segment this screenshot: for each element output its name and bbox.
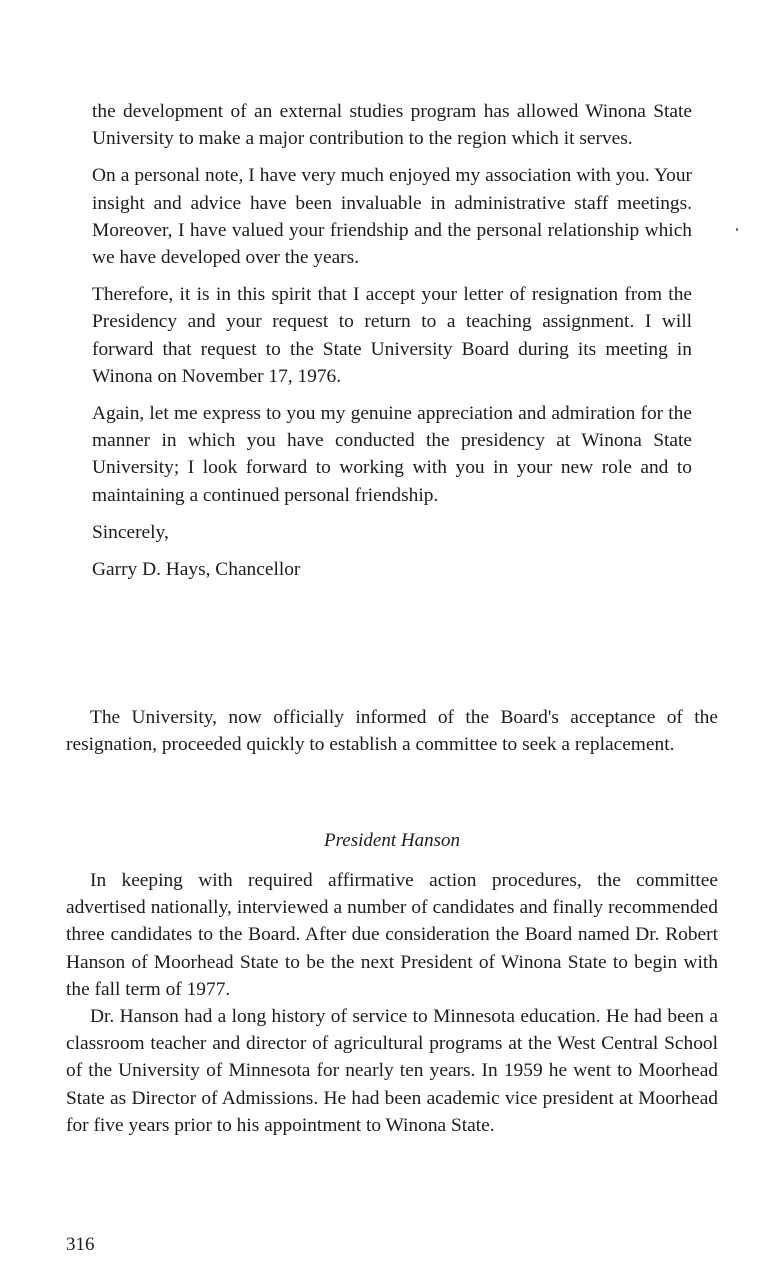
quoted-letter [92,98,692,593]
scan-speck [736,228,738,231]
page-number: 316 [66,1234,95,1255]
letter-paragraph-4: Again, let me express to you my genuine appreciation and admiration for the manner in which you have conducted the presidency at Winona State University; I look forward to working with you in your new role and to maintaining a continued personal friendship. [92,403,692,506]
letter-signature: Garry D. Hays, Chancellor [92,559,301,581]
section-paragraph-2: Dr. Hanson had a long history of service to Minnesota education. He had been a classroom teacher and director of agricultural programs at the West Central School of the University of Minnesota for nearly ten years. In 1959 he went to Moorhead State as Director of Admissions. He had been academic vice president at Moorhead for five years prior to his appointment to Winona State. [66,1006,718,1136]
section-heading: President Hanson [324,830,460,851]
narrative-paragraph: The University, now officially informed of the Board's acceptance of the resignation, proceeded quickly to establish a committee to seek a replacement. [66,707,718,756]
letter-paragraph-3: Therefore, it is in this spirit that I accept your letter of resignation from the Presidency and your request to return to a teaching assignment. I will forward that request to the State University Board during its meeting in Winona on November 17, 1976. [92,284,692,387]
letter-closing: Sincerely, [92,521,169,543]
section-paragraph-1: In keeping with required affirmative action procedures, the committee advertised nationally, interviewed a number of candidates and finally recommended three candidates to the Board. After due consideration the Board named Dr. Robert Hanson of Moorhead State to be the next President of Winona State to begin with the fall term of 1977. [66,870,718,1000]
letter-paragraph-1: the development of an external studies program has allowed Winona State University to make a major contribution to the region which it serves. [92,101,692,150]
letter-paragraph-2: On a personal note, I have very much enjoyed my association with you. Your insight and advice have been invaluable in administrative staff meetings. Moreover, I have valued your friendship and the personal relationship which we have developed over the years. [92,165,692,269]
section-body [66,867,718,1139]
narrative-block [66,704,718,758]
